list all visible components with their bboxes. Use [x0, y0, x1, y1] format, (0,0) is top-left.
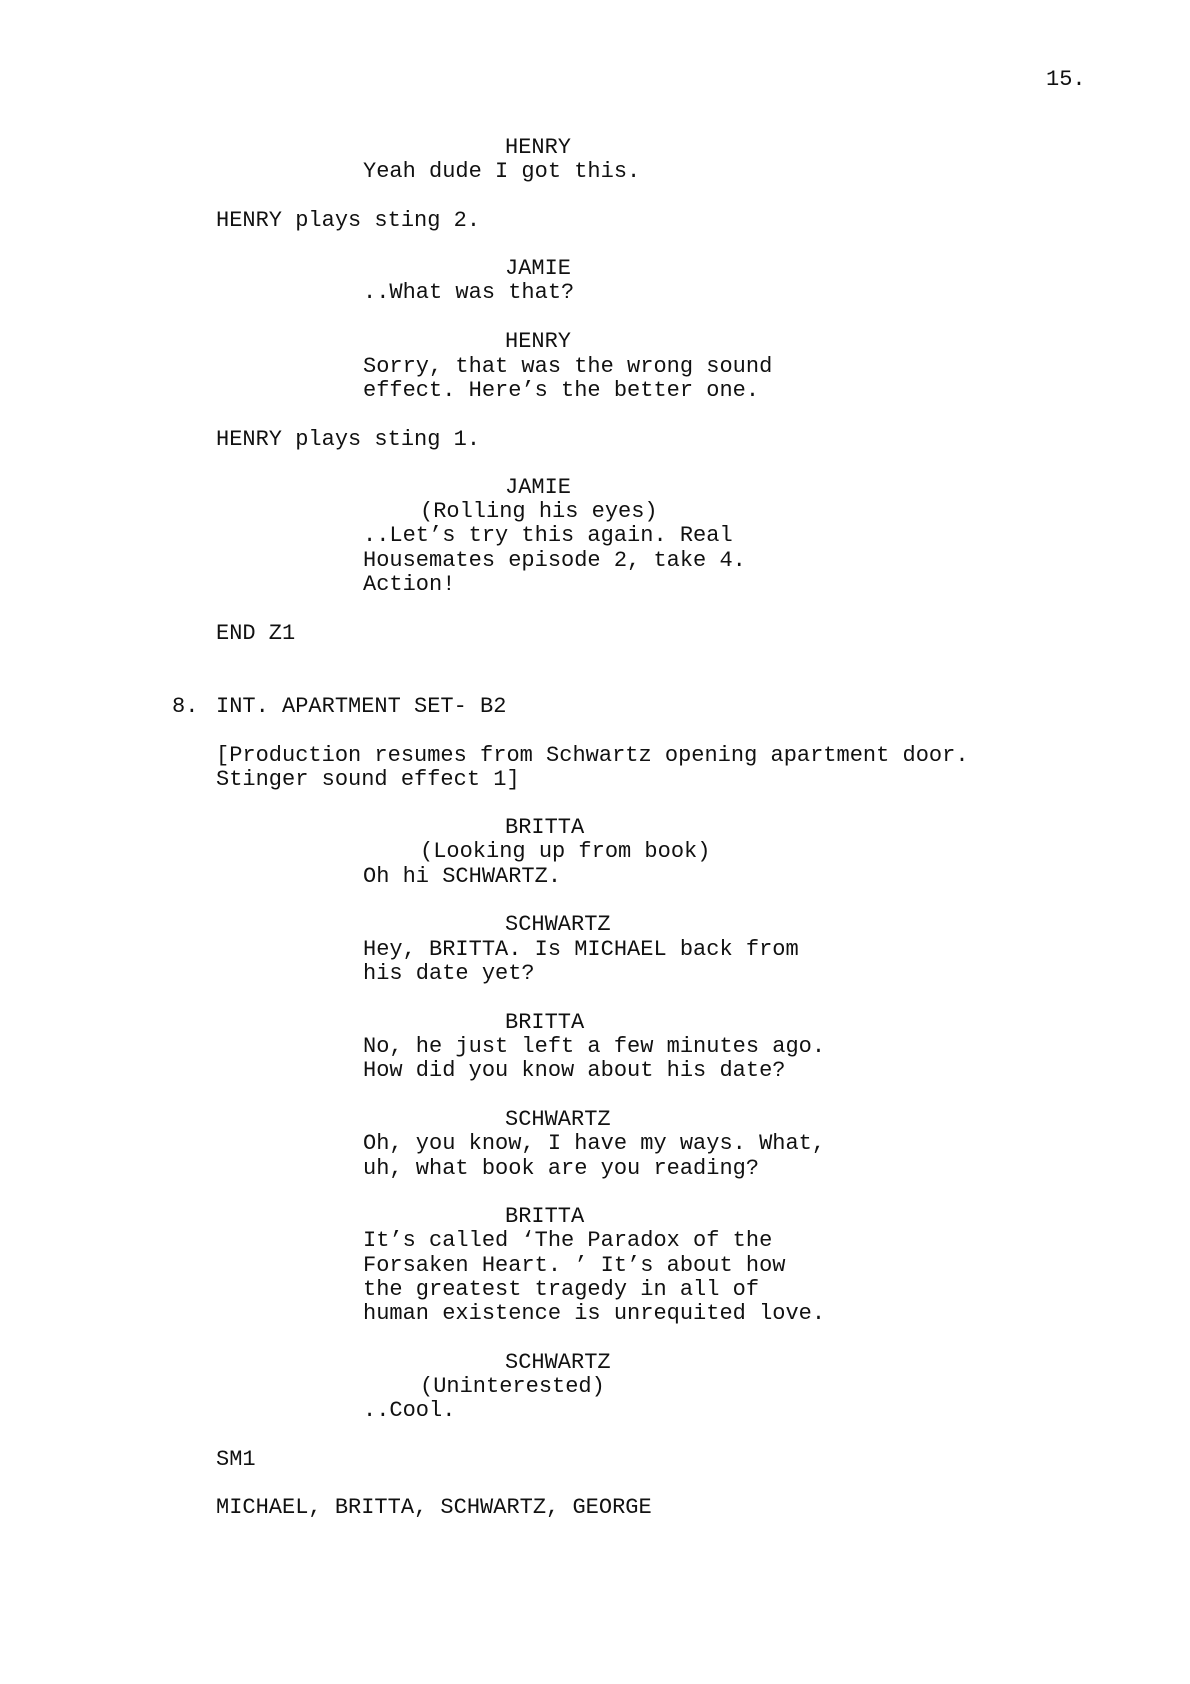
dialogue-line: his date yet?	[363, 961, 535, 986]
dialogue-line: Housemates episode 2, take 4.	[363, 548, 746, 573]
dialogue-line: Sorry, that was the wrong sound	[363, 354, 773, 379]
character-name: HENRY	[505, 329, 572, 354]
dialogue-line: Yeah dude I got this.	[363, 159, 641, 184]
action-line: [Production resumes from Schwartz opening apartment door.	[216, 743, 969, 768]
scene-heading: INT. APARTMENT SET- B2	[216, 694, 507, 719]
action-line: MICHAEL, BRITTA, SCHWARTZ, GEORGE	[216, 1495, 652, 1520]
parenthetical: (Uninterested)	[420, 1374, 605, 1399]
dialogue-line: Hey, BRITTA. Is MICHAEL back from	[363, 937, 799, 962]
character-name: JAMIE	[505, 475, 572, 500]
dialogue-line: effect. Here’s the better one.	[363, 378, 760, 403]
parenthetical: (Looking up from book)	[420, 839, 711, 864]
action-line: Stinger sound effect 1]	[216, 767, 520, 792]
dialogue-line: ..Let’s try this again. Real	[363, 523, 733, 548]
character-name: SCHWARTZ	[505, 912, 611, 937]
dialogue-line: ..What was that?	[363, 280, 575, 305]
dialogue-line: No, he just left a few minutes ago.	[363, 1034, 826, 1059]
action-line: HENRY plays sting 1.	[216, 427, 481, 452]
scene-number: 8.	[172, 694, 199, 719]
dialogue-line: Forsaken Heart. ’ It’s about how	[363, 1253, 786, 1278]
action-line: SM1	[216, 1447, 256, 1472]
dialogue-line: ..Cool.	[363, 1398, 456, 1423]
character-name: JAMIE	[505, 256, 572, 281]
action-line: HENRY plays sting 2.	[216, 208, 481, 233]
character-name: BRITTA	[505, 815, 585, 840]
character-name: SCHWARTZ	[505, 1107, 611, 1132]
character-name: BRITTA	[505, 1010, 585, 1035]
character-name: BRITTA	[505, 1204, 585, 1229]
character-name: HENRY	[505, 135, 572, 160]
dialogue-line: Oh hi SCHWARTZ.	[363, 864, 562, 889]
dialogue-line: human existence is unrequited love.	[363, 1301, 826, 1326]
dialogue-line: Action!	[363, 572, 456, 597]
page-number: 15.	[1046, 67, 1086, 92]
dialogue-line: the greatest tragedy in all of	[363, 1277, 760, 1302]
parenthetical: (Rolling his eyes)	[420, 499, 658, 524]
character-name: SCHWARTZ	[505, 1350, 611, 1375]
dialogue-line: uh, what book are you reading?	[363, 1156, 760, 1181]
dialogue-line: Oh, you know, I have my ways. What,	[363, 1131, 826, 1156]
dialogue-line: How did you know about his date?	[363, 1058, 786, 1083]
dialogue-line: It’s called ‘The Paradox of the	[363, 1228, 773, 1253]
action-line: END Z1	[216, 621, 296, 646]
